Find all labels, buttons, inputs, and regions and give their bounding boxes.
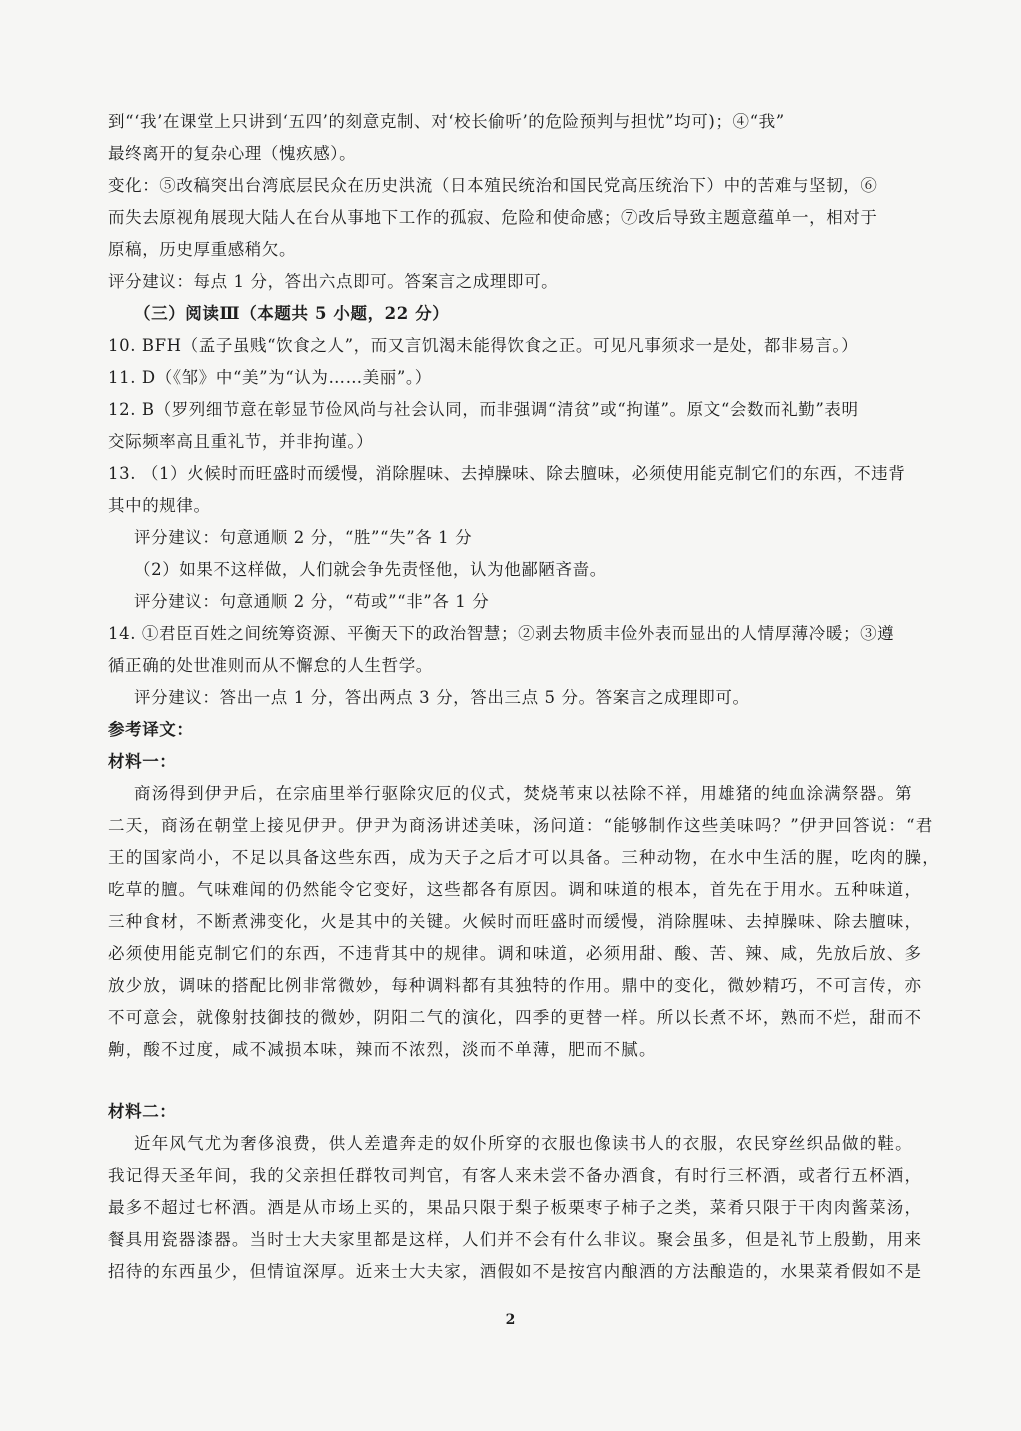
scoring-note: 评分建议：句意通顺 2 分，“苟或”“非”各 1 分	[134, 592, 490, 611]
translation-heading: 参考译文：	[108, 720, 194, 739]
page-number: 2	[505, 1312, 516, 1328]
text-line: 原稿，历史厚重感稍欠。	[108, 240, 297, 259]
answer-q12-cont: 交际频率高且重礼节，并非拘谨。）	[108, 432, 374, 451]
section-heading: （三）阅读Ⅲ（本题共 5 小题，22 分）	[134, 304, 450, 323]
scoring-note: 评分建议：句意通顺 2 分，“胜”“失”各 1 分	[134, 528, 473, 547]
paragraph-line: 商汤得到伊尹后，在宗庙里举行驱除灾厄的仪式，焚烧苇束以祛除不祥，用雄猪的纯血涂满祭器。第	[134, 784, 913, 803]
paragraph-line: 必须使用能克制它们的东西，不违背其中的规律。调和味道，必须用甜、酸、苦、辣、咸，先放后放、多	[108, 944, 923, 963]
paragraph-line: 三种食材，不断煮沸变化，火是其中的关键。火候时而旺盛时而缓慢，消除腥味、去掉臊味、除去膻味，	[108, 912, 923, 931]
text-line: 变化：⑤改稿突出台湾底层民众在历史洪流（日本殖民统治和国民党高压统治下）中的苦难与坚韧，⑥	[108, 176, 878, 195]
paragraph-line: 近年风气尤为奢侈浪费，供人差遣奔走的奴仆所穿的衣服也像读书人的衣服，农民穿丝织品做的鞋。	[134, 1134, 913, 1153]
answer-q14: 14. ①君臣百姓之间统筹资源、平衡天下的政治智慧；②剥去物质丰俭外表而显出的人情厚薄冷暖；③遵	[108, 624, 895, 643]
paragraph-line: 最多不超过七杯酒。酒是从市场上买的，果品只限于梨子板栗枣子柿子之类，菜肴只限于干肉肉酱菜汤，	[108, 1198, 923, 1217]
material2-heading: 材料二：	[108, 1102, 177, 1121]
answer-q13-part2: （2）如果不这样做，人们就会争先责怪他，认为他鄙陋吝啬。	[134, 560, 607, 579]
scoring-note: 评分建议：每点 1 分，答出六点即可。答案言之成理即可。	[108, 272, 559, 291]
material2-body	[108, 1128, 923, 1288]
paragraph-line: 吃草的膻。气味难闻的仍然能令它变好，这些都各有原因。调和味道的根本，首先在于用水。五种味道，	[108, 880, 923, 899]
spacer	[108, 1066, 918, 1096]
scoring-note: 评分建议：答出一点 1 分，答出两点 3 分，答出三点 5 分。答案言之成理即可。	[134, 688, 750, 707]
paragraph-line: 招待的东西虽少，但情谊深厚。近来士大夫家，酒假如不是按宫内酿酒的方法酿造的，水果菜肴假如不是	[108, 1262, 923, 1281]
paragraph-line: 王的国家尚小，不足以具备这些东西，成为天子之后才可以具备。三种动物，在水中生活的腥，吃肉的臊，	[108, 848, 940, 867]
paragraph-line: 齁，酸不过度，咸不减损本味，辣而不浓烈，淡而不单薄，肥而不腻。	[108, 1040, 657, 1059]
text-line: 而失去原视角展现大陆人在台从事地下工作的孤寂、危险和使命感；⑦改后导致主题意蕴单一，相对于	[108, 208, 878, 227]
answer-q13-cont: 其中的规律。	[108, 496, 211, 515]
answer-q12: 12. B（罗列细节意在彰显节俭风尚与社会认同，而非强调“清贫”或“拘谨”。原文“会数而礼勤”表明	[108, 400, 859, 419]
answer-q14-cont: 循正确的处世准则而从不懈怠的人生哲学。	[108, 656, 433, 675]
material1-heading: 材料一：	[108, 752, 177, 771]
paragraph-line: 我记得天圣年间，我的父亲担任群牧司判官，有客人来未尝不备办酒食，有时行三杯酒，或者行五杯酒，	[108, 1166, 923, 1185]
answer-q13: 13. （1）火候时而旺盛时而缓慢，消除腥味、去掉臊味、除去膻味，必须使用能克制它们的东西，不违背	[108, 464, 906, 483]
text-line: 最终离开的复杂心理（愧疚感）。	[108, 144, 357, 163]
material1-body	[108, 778, 940, 1066]
paragraph-line: 放少放，调味的搭配比例非常微妙，每种调料都有其独特的作用。鼎中的变化，微妙精巧，不可言传，亦	[108, 976, 923, 995]
paragraph-line: 二天，商汤在朝堂上接见伊尹。伊尹为商汤讲述美味，汤问道：“能够制作这些美味吗？”伊尹回答说：“君	[108, 816, 934, 835]
answer-q10: 10. BFH（孟子虽贱“饮食之人”，而又言饥渴未能得饮食之正。可见凡事须求一是处，都非易言。）	[108, 336, 859, 355]
answer-content	[108, 106, 940, 1288]
text-line: 到“‘我’在课堂上只讲到‘五四’的刻意克制、对‘校长偷听’的危险预判与担忧”均可)；④“我”	[108, 112, 785, 131]
paragraph-line: 不可意会，就像射技御技的微妙，阴阳二气的演化，四季的更替一样。所以长煮不坏，熟而不烂，甜而不	[108, 1008, 923, 1027]
answer-q11: 11. D（《邹》中“美”为“认为……美丽”。）	[108, 368, 432, 387]
paragraph-line: 餐具用瓷器漆器。当时士大夫家里都是这样，人们并不会有什么非议。聚会虽多，但是礼节上殷勤，用来	[108, 1230, 923, 1249]
